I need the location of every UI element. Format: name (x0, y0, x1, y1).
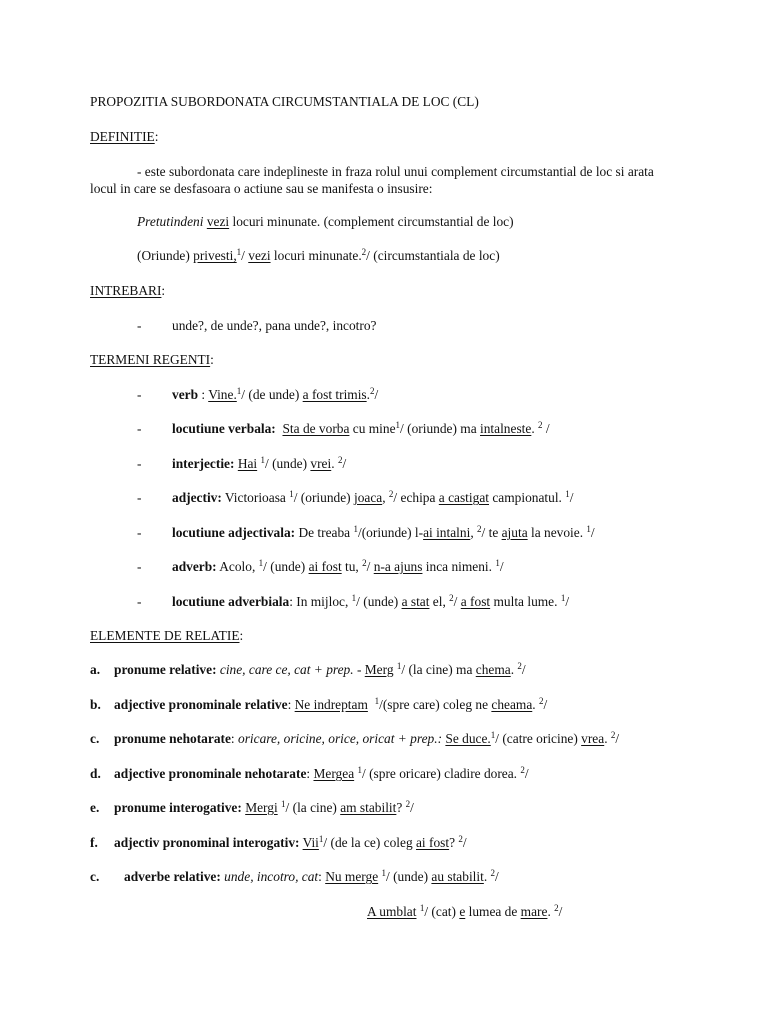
element-b-adjective-pronominale-relative: b. adjective pronominale relative: Ne indreptam $^1$/(spre care) coleg ne cheama. $^2$/ (90, 696, 548, 712)
example-subordonata: (Oriunde) privesti,$^1$/ vezi locuri minunate.$^2$/ (circumstantiala de loc) (137, 247, 500, 263)
section-heading-termeni-regenti: TERMENI REGENTI: (90, 352, 214, 367)
section-heading-definitie: DEFINITIE: (90, 129, 159, 144)
element-adverbe-relative-example-2: A umblat $^1$/ (cat) e lumea de mare. $^2$/ (367, 903, 563, 919)
example-complement: Pretutindeni vezi locuri minunate. (complement circumstantial de loc) (137, 214, 514, 229)
section-heading-elemente-de-relatie: ELEMENTE DE RELATIE: (90, 628, 244, 643)
definition-line-2: locul in care se desfasoara o actiune sau se manifesta o insusire: (90, 181, 433, 196)
element-e-pronume-interogative: e. pronume interogative: Mergi $^1$/ (la cine) am stabilit? $^2$/ (90, 799, 414, 815)
page-title: PROPOZITIA SUBORDONATA CIRCUMSTANTIALA DE LOC (CL) (90, 94, 479, 109)
element-d-adjective-pronominale-nehotarate: d. adjective pronominale nehotarate: Mergea $^1$/ (spre oricare) cladire dorea. $^2$/ (90, 765, 529, 781)
definition-line-1: - este subordonata care indeplineste in fraza rolul unui complement circumstantial de loc si arata (137, 164, 654, 179)
section-heading-intrebari: INTREBARI: (90, 283, 166, 298)
element-c-pronume-nehotarate: c. pronume nehotarate: oricare, oricine, orice, oricat + prep.: Se duce.$^1$/ (catre oricine) vrea. $^2$/ (90, 730, 620, 746)
element-a-pronume-relative: a. pronume relative: cine, care ce, cat + prep. - Merg $^1$/ (la cine) ma chema. $^2$/ (90, 661, 526, 677)
document-page: PROPOZITIA SUBORDONATA CIRCUMSTANTIALA DE LOC (CL) DEFINITIE: - este subordonata care indeplineste in fraza rolul unui complement circumstantial de loc si arata locul in care se desfasoara o actiune sau se manifesta o insusire: Pretutindeni vezi locuri minunate. (complement circumstantial de loc) (Oriunde) privesti,$^1$/ vezi locuri minunate.$^2$/ (circumstantiala de loc) INTREBARI: - unde?, de unde?, pana unde?, incotro? TERMENI REGENTI: - verb : Vine.$^1$/ (de unde) a fost trimis.$^2$/ - locutiune verbala: Sta de vorba cu mine$^1$/ (oriunde) ma intalneste. $^2$ / - interjectie: Hai $^1$/ (unde) vrei. $^2$/ - adjectiv: Victorioasa $^1$/ (oriunde) joaca, $^2$/ echipa a castigat campionatul. $^1$/ - locutiune adjectivala: De treaba $^1$/(oriunde) l-ai intalni, $^2$/ te ajuta la nevoie. $^1$/ - adverb: Acolo, $^1$/ (unde) ai fost tu, $^2$/ n-a ajuns inca nimeni. $^1$/ - locutiune adverbiala: In mijloc, $^1$/ (unde) a stat el, $^2$/ a fost multa lume. $^1$/ ELEMENTE DE RELATIE: a. pronume relative: cine, care ce, cat + prep. - Merg $^1$/ (la cine) ma chema. $^2$/ b. adjective pronominale relative: Ne indreptam $^1$/(spre care) coleg ne cheama. $^2$/ c. pronume nehotarate: oricare, oricine, orice, oricat + prep.: Se duce.$^1$/ (catre oricine) vrea. $^2$/ d. adjective pronominale nehotarate: Mergea $^1$/ (spre oricare) cladire dorea. $^2$/ e. pronume interogative: Mergi $^1$/ (la cine) am stabilit? $^2$/ f. adjectiv pronominal interogativ: Vii$^1$/ (de la ce) coleg ai fost? $^2$/ c. adverbe relative: unde, incotro, cat: Nu merge $^1$/ (unde) au stabilit. $^2$/ A umblat $^1$/ (cat) e lumea de mare. $^2$/ (90, 94, 654, 919)
element-f-adjectiv-pronominal-interogativ: f. adjectiv pronominal interogativ: Vii$^1$/ (de la ce) coleg ai fost? $^2$/ (90, 834, 467, 850)
element-adverbe-relative: c. adverbe relative: unde, incotro, cat: Nu merge $^1$/ (unde) au stabilit. $^2$/ (90, 868, 499, 884)
